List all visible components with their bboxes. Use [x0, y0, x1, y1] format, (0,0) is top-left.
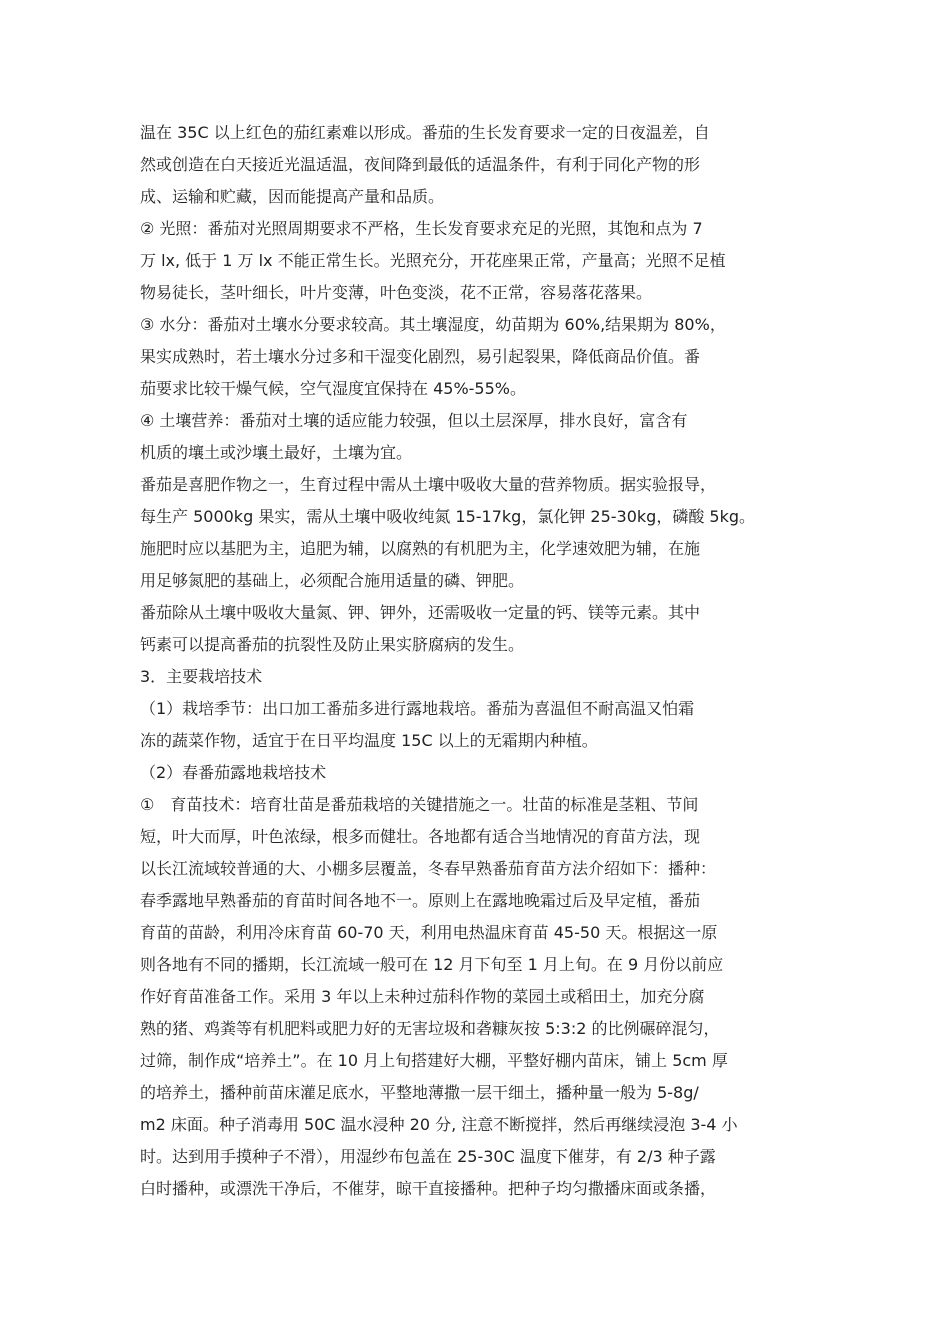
text-line: 施肥时应以基肥为主，追肥为辅，以腐熟的有机肥为主，化学速效肥为辅，在施: [140, 539, 701, 558]
text-line: 番茄是喜肥作物之一，生育过程中需从土壤中吸收大量的营养物质。据实验报导，: [140, 475, 717, 494]
text-line: 机质的壤土或沙壤土最好，土壤为宜。: [140, 443, 413, 462]
text-line: 育苗的苗龄，利用冷床育苗 60-70 天，利用电热温床育苗 45-50 天。根据这一原: [140, 923, 718, 942]
text-line: 用足够氮肥的基础上，必须配合施用适量的磷、钾肥。: [140, 571, 525, 590]
text-line: ④ 土壤营养：番茄对土壤的适应能力较强，但以土层深厚，排水良好，富含有: [140, 411, 688, 430]
text-line: 熟的猪、鸡粪等有机肥料或肥力好的无害垃圾和砻糠灰按 5:3:2 的比例碾碎混匀，: [140, 1019, 720, 1038]
text-line: ③ 水分：番茄对土壤水分要求较高。其土壤湿度，幼苗期为 60%,结果期为 80%，: [140, 315, 726, 334]
document-body: [140, 117, 820, 1205]
text-line: 过筛，制作成“培养土”。在 10 月上旬搭建好大棚，平整好棚内苗床，铺上 5cm 厚: [140, 1051, 728, 1070]
text-line: 冻的蔬菜作物，适宜于在日平均温度 15C 以上的无霜期内种植。: [140, 731, 598, 750]
text-line: 春季露地早熟番茄的育苗时间各地不一。原则上在露地晚霜过后及早定植，番茄: [140, 891, 701, 910]
section-heading: 3．主要栽培技术: [140, 667, 263, 686]
text-line: 成、运输和贮藏，因而能提高产量和品质。: [140, 187, 445, 206]
text-line: ② 光照：番茄对光照周期要求不严格，生长发育要求充足的光照，其饱和点为 7: [140, 219, 703, 238]
text-line: （1）栽培季节：出口加工番茄多进行露地栽培。番茄为喜温但不耐高温又怕霜: [140, 699, 695, 718]
text-line: m2 床面。种子消毒用 50C 温水浸种 20 分, 注意不断搅拌，然后再继续浸泡 3-4 小: [140, 1115, 738, 1134]
text-line: 钙素可以提高番茄的抗裂性及防止果实脐腐病的发生。: [140, 635, 525, 654]
text-line: 万 lx, 低于 1 万 lx 不能正常生长。光照充分，开花座果正常，产量高；光照不足植: [140, 251, 726, 270]
text-line: 每生产 5000kg 果实，需从土壤中吸收纯氮 15-17kg，氯化钾 25-30kg，磷酸 5kg。: [140, 507, 756, 526]
text-line: 时。达到用手摸种子不滑），用湿纱布包盖在 25-30C 温度下催芽，有 2/3 种子露: [140, 1147, 716, 1166]
text-line: 温在 35C 以上红色的茄红素难以形成。番茄的生长发育要求一定的日夜温差，自: [140, 123, 710, 142]
text-line: 的培养土，播种前苗床灌足底水，平整地薄撒一层干细土，播种量一般为 5-8g/: [140, 1083, 699, 1102]
text-line: 然或创造在白天接近光温适温，夜间降到最低的适温条件，有利于同化产物的形: [140, 155, 701, 174]
text-line: 短，叶大而厚，叶色浓绿，根多而健壮。各地都有适合当地情况的育苗方法，现: [140, 827, 701, 846]
text-line: 果实成熟时，若土壤水分过多和干湿变化剧烈，易引起裂果，降低商品价值。番: [140, 347, 701, 366]
text-line: 作好育苗准备工作。采用 3 年以上未种过茄科作物的菜园土或稻田土，加充分腐: [140, 987, 705, 1006]
text-line: 则各地有不同的播期，长江流域一般可在 12 月下旬至 1 月上旬。在 9 月份以前应: [140, 955, 724, 974]
text-line: 白时播种，或漂洗干净后，不催芽，晾干直接播种。把种子均匀撒播床面或条播，: [140, 1179, 717, 1198]
text-line: 茄要求比较干燥气候，空气湿度宜保持在 45%-55%。: [140, 379, 526, 398]
text-line: 番茄除从土壤中吸收大量氮、钾、钾外，还需吸收一定量的钙、镁等元素。其中: [140, 603, 701, 622]
text-line: 物易徒长，茎叶细长，叶片变薄，叶色变淡，花不正常，容易落花落果。: [140, 283, 653, 302]
text-line: ① 育苗技术：培育壮苗是番茄栽培的关键措施之一。壮苗的标准是茎粗、节间: [140, 795, 699, 814]
text-line: 以长江流域较普通的大、小棚多层覆盖，冬春早熟番茄育苗方法介绍如下：播种：: [140, 859, 717, 878]
subsection-heading: （2）春番茄露地栽培技术: [140, 763, 327, 782]
